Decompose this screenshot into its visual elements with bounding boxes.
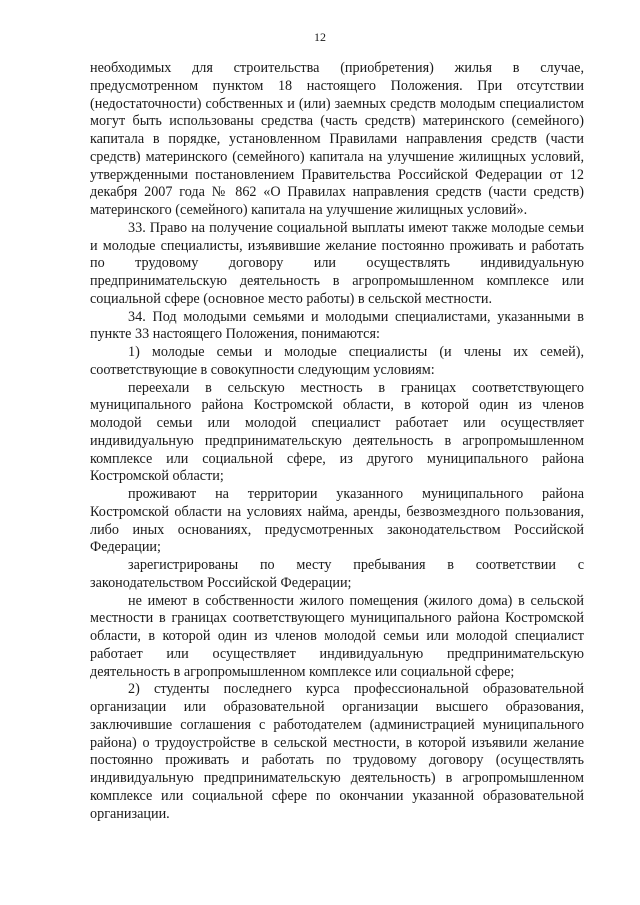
paragraph-continuation: необходимых для строительства (приобретения) жилья в случае, предусмотренном пунктом 18 настоящего Положения. При отсутствии (недостаточности) собственных и (или) заемных средств молодым специалистом могут быть использованы средства (часть средств) материнского (семейного) капитала в порядке, установленном Правилами направления средств (части средств) материнского (семейного) капитала на улучшение жилищных условий, утвержденными постановлением Правительства Российской Федерации от 12 декабря 2007 года № 862 «О Правилах направления средств (части средств) материнского (семейного) капитала на улучшение жилищных условий». [90, 60, 584, 218]
paragraph-subitem-1: 1) молодые семьи и молодые специалисты (и члены их семей), соответствующие в совокупности следующим условиям: [90, 344, 584, 378]
paragraph-condition-residing: проживают на территории указанного муниципального района Костромской области на условиях найма, аренды, безвозмездного пользования, либо иных основаниях, предусмотренных законодательством Российской Федерации; [90, 486, 584, 556]
paragraph-condition-relocated: переехали в сельскую местность в границах соответствующего муниципального района Костромской области, в которой один из членов молодой семьи или молодой специалист работает или осуществляет индивидуальную предпринимательскую деятельность в агропромышленном комплексе или социальной сфере, из другого муниципального района Костромской области; [90, 379, 584, 485]
paragraph-subitem-2: 2) студенты последнего курса профессиональной образовательной организации или образовательной организации высшего образования, заключившие соглашения с работодателем (администрацией муниципального района) о трудоустройстве в сельской местности, в которой изъявили желание постоянно проживать и работать по трудовому договору (осуществлять индивидуальную предпринимательскую деятельность) в агропромышленном комплексе или социальной сфере по окончании указанной образовательной организации. [90, 681, 584, 822]
page-number: 12 [314, 30, 326, 44]
document-body [90, 60, 584, 823]
paragraph-item-33: 33. Право на получение социальной выплаты имеют также молодые семьи и молодые специалисты, изъявившие желание постоянно проживать и работать по трудовому договору или осуществлять индивидуальную предпринимательскую деятельность в агропромышленном комплексе или социальной сфере (основное место работы) в сельской местности. [90, 219, 584, 307]
paragraph-condition-no-property: не имеют в собственности жилого помещения (жилого дома) в сельской местности в границах соответствующего муниципального района Костромской области, в которой один из членов молодой семьи или молодой специалист работает или осуществляет индивидуальную предпринимательскую деятельность в агропромышленном комплексе или социальной сфере; [90, 592, 584, 680]
paragraph-item-34: 34. Под молодыми семьями и молодыми специалистами, указанными в пункте 33 настоящего Положения, понимаются: [90, 308, 584, 343]
paragraph-condition-registered: зарегистрированы по месту пребывания в соответствии с законодательством Российской Федерации; [90, 557, 584, 591]
